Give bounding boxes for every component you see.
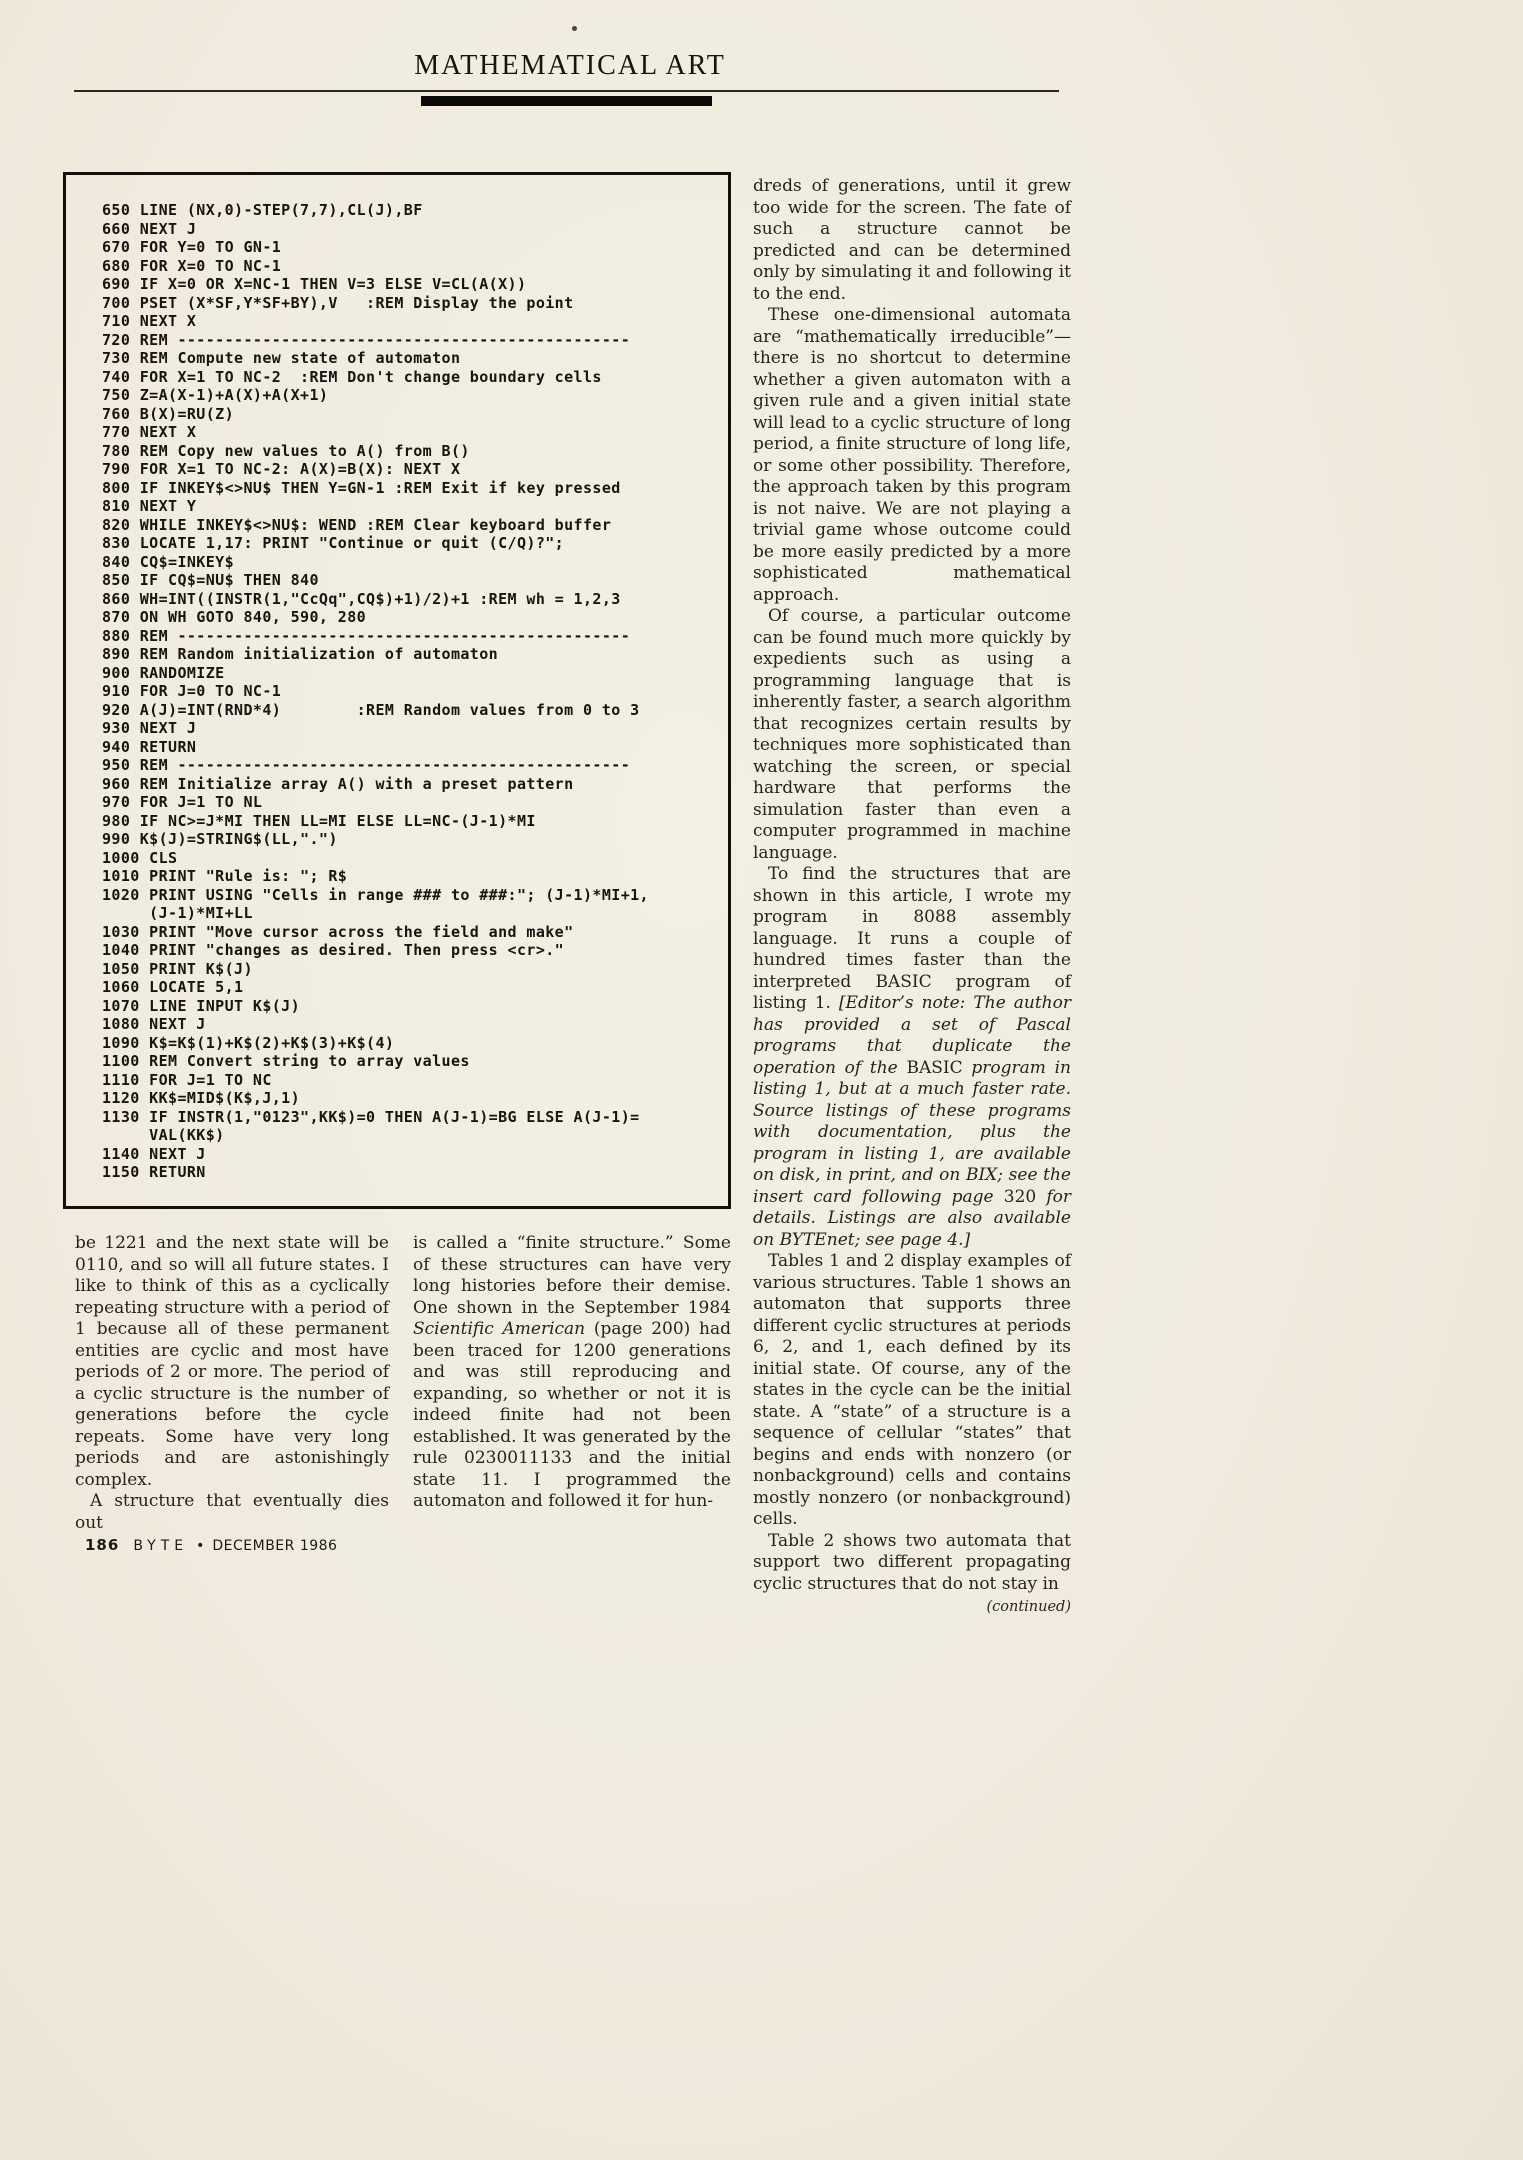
italic-text: program in listing 1, but at a much faster rate. Source listings of these programs with documentation, plus the program in listing 1, are available on disk, in print, and on BIX; see the insert card following page <box>753 1057 1071 1207</box>
italic-text: for details. Listings are also available on BYTEnet; see page 4.] <box>753 1186 1071 1250</box>
page-title: MATHEMATICAL ART <box>414 50 726 81</box>
code-line: 1020 PRINT USING "Cells in range ### to ###:"; (J-1)*MI+1, <box>102 885 649 904</box>
code-line: 650 LINE (NX,0)-STEP(7,7),CL(J),BF <box>102 201 423 219</box>
code-line: 800 IF INKEY$<>NU$ THEN Y=GN-1 :REM Exit if key pressed <box>102 478 621 497</box>
code-line: 780 REM Copy new values to A() from B() <box>102 441 470 460</box>
code-line: 760 B(X)=RU(Z) <box>102 404 235 423</box>
column-bottom-left <box>75 1233 389 1534</box>
code-line: 960 REM Initialize array A() with a preset pattern <box>102 774 574 793</box>
code-line: 980 IF NC>=J*MI THEN LL=MI ELSE LL=NC-(J-1)*MI <box>102 811 536 830</box>
paragraph <box>753 1531 1071 1596</box>
body-text: These one-dimensional automata are “mathematically irreducible”—there is no shortcut to determine whether a given automaton with a given rule and a given initial state will lead to a cyclic structure of long period, a finite structure of long life, or some other possibility. Therefore, the approach taken by this program is not naive. We are not playing a trivial game whose outcome could be more easily predicted by a more sophisticated mathematical approach. <box>753 305 1071 605</box>
paragraph <box>753 606 1071 864</box>
code-line: 1090 K$=K$(1)+K$(2)+K$(3)+K$(4) <box>102 1033 395 1052</box>
footer <box>85 1536 337 1554</box>
code-line: (J-1)*MI+LL <box>102 904 253 922</box>
code-line: 1040 PRINT "changes as desired. Then press <cr>." <box>102 941 565 959</box>
body-text: Table 2 shows two automata that support two different propagating cyclic structures that do not stay in <box>753 1530 1071 1594</box>
column-right-paragraphs <box>753 176 1071 1595</box>
code-line: 950 REM ------------------------------------------------ <box>102 756 631 774</box>
issue-date: DECEMBER 1986 <box>212 1538 338 1554</box>
body-text: Tables 1 and 2 display examples of various structures. Table 1 shows an automaton that supports three different cyclic structures at periods 6, 2, and 1, each defined by its initial state. Of course, any of the states in the cycle can be the initial state. A “state” of a structure is a sequence of cellular “states” that begins and ends with nonzero (or nonbackground) cells and contains mostly nonzero (or nonbackground) cells. <box>753 1251 1071 1529</box>
code-line: 1060 LOCATE 5,1 <box>102 978 244 996</box>
footer-bullet: • <box>196 1538 205 1554</box>
code-line: 700 PSET (X*SF,Y*SF+BY),V :REM Display the point <box>102 293 574 312</box>
code-line: 900 RANDOMIZE <box>102 663 225 682</box>
code-line: 830 LOCATE 1,17: PRINT "Continue or quit (C/Q)?"; <box>102 534 565 552</box>
paragraph <box>753 864 1071 1251</box>
paragraph <box>413 1233 731 1513</box>
body-text: is called a “finite structure.” Some of these structures can have very long histories before their demise. One shown in the September 1984 <box>413 1233 731 1318</box>
code-line: 670 FOR Y=0 TO GN-1 <box>102 238 282 256</box>
ink-speck <box>572 26 577 31</box>
body-text: Of course, a particular outcome can be found much more quickly by expedients such as using a programming language that is inherently faster, a search algorithm that recognizes certain results by techniques more sophisticated than watching the screen, or special hardware that performs the simulation faster than even a computer programmed in machine language. <box>753 606 1071 863</box>
column-bottom-middle <box>413 1233 731 1513</box>
code-line: 1050 PRINT K$(J) <box>102 959 253 978</box>
body-text: 320 <box>1003 1186 1037 1207</box>
column-bottom-left-paragraphs <box>75 1233 389 1534</box>
code-line: 1150 RETURN <box>102 1163 206 1181</box>
code-line: 730 REM Compute new state of automaton <box>102 349 461 367</box>
code-line: 1130 IF INSTR(1,"0123",KK$)=0 THEN A(J-1)=BG ELSE A(J-1)= <box>102 1107 640 1126</box>
code-line: 1140 NEXT J <box>102 1144 206 1163</box>
body-text: dreds of generations, until it grew too wide for the screen. The fate of such a structure cannot be predicted and can be determined only by simulating it and following it to the end. <box>753 176 1071 304</box>
code-line: VAL(KK$) <box>102 1126 225 1144</box>
italic-text: [Editor’s note: The author has provided a set of Pascal programs that duplicate the operation of the <box>753 993 1071 1078</box>
italic-text: Scientific American <box>413 1319 586 1339</box>
continued-label: (continued) <box>986 1599 1071 1615</box>
code-line: 970 FOR J=1 TO NL <box>102 793 263 811</box>
code-line: 660 NEXT J <box>102 219 197 238</box>
code-listing <box>66 175 728 1182</box>
body-text: To find the structures that are shown in this article, I wrote my program in 8088 assembly language. It runs a couple of hundred times faster than the interpreted BASIC program of listing 1. <box>753 864 1071 1013</box>
code-listing-box <box>63 172 731 1209</box>
code-line: 930 NEXT J <box>102 719 197 737</box>
paragraph <box>75 1491 389 1534</box>
paragraph <box>753 176 1071 305</box>
code-line: 740 FOR X=1 TO NC-2 :REM Don't change boundary cells <box>102 367 602 386</box>
code-line: 1000 CLS <box>102 848 178 867</box>
code-line: 750 Z=A(X-1)+A(X)+A(X+1) <box>102 386 329 404</box>
code-line: 890 REM Random initialization of automaton <box>102 645 499 663</box>
code-line: 1030 PRINT "Move cursor across the field and make" <box>102 922 574 941</box>
code-line: 1120 KK$=MID$(K$,J,1) <box>102 1089 301 1107</box>
paragraph <box>753 1251 1071 1531</box>
column-right <box>753 176 1071 1619</box>
code-line: 690 IF X=0 OR X=NC-1 THEN V=3 ELSE V=CL(A(X)) <box>102 275 527 293</box>
code-line: 860 WH=INT((INSTR(1,"CcQq",CQ$)+1)/2)+1 :REM wh = 1,2,3 <box>102 589 621 608</box>
code-line: 870 ON WH GOTO 840, 590, 280 <box>102 608 367 626</box>
code-line: 1080 NEXT J <box>102 1015 206 1033</box>
paragraph <box>75 1233 389 1491</box>
code-line: 770 NEXT X <box>102 423 197 441</box>
code-line: 790 FOR X=1 TO NC-2: A(X)=B(X): NEXT X <box>102 460 461 478</box>
code-line: 1110 FOR J=1 TO NC <box>102 1070 272 1089</box>
magazine-name: BYTE <box>133 1538 189 1554</box>
code-line: 710 NEXT X <box>102 312 197 330</box>
code-line: 820 WHILE INKEY$<>NU$: WEND :REM Clear keyboard buffer <box>102 515 612 534</box>
code-line: 850 IF CQ$=NU$ THEN 840 <box>102 571 319 589</box>
code-line: 920 A(J)=INT(RND*4) :REM Random values from 0 to 3 <box>102 700 640 719</box>
code-line: 1070 LINE INPUT K$(J) <box>102 996 301 1015</box>
header-bar <box>421 96 712 106</box>
body-text: BASIC <box>906 1057 963 1078</box>
page-number: 186 <box>85 1536 120 1554</box>
code-line: 680 FOR X=0 TO NC-1 <box>102 256 282 275</box>
paragraph <box>753 305 1071 606</box>
code-line: 1010 PRINT "Rule is: "; R$ <box>102 867 348 885</box>
code-line: 880 REM ------------------------------------------------ <box>102 626 631 645</box>
body-text: be 1221 and the next state will be 0110, and so will all future states. I like to think of this as a cyclically repeating structure with a period of 1 because all of these permanent entities are cyclic and most have periods of 2 or more. The period of a cyclic structure is the number of generations before the cycle repeats. Some have very long periods and are astonishingly complex. <box>75 1233 389 1490</box>
code-line: 910 FOR J=0 TO NC-1 <box>102 682 282 700</box>
code-line: 840 CQ$=INKEY$ <box>102 552 235 571</box>
code-line: 990 K$(J)=STRING$(LL,".") <box>102 830 338 848</box>
code-line: 810 NEXT Y <box>102 497 197 515</box>
column-bottom-middle-paragraphs <box>413 1233 731 1513</box>
body-text: (page 200) had been traced for 1200 generations and was still reproducing and expanding, so whether or not it is indeed finite had not been established. It was generated by the rule 0230011133 and the initial state 11. I programmed the automaton and followed it for hun- <box>413 1319 731 1511</box>
body-text: A structure that eventually dies out <box>75 1491 389 1533</box>
code-line: 1100 REM Convert string to array values <box>102 1052 470 1070</box>
code-line: 720 REM ------------------------------------------------ <box>102 330 631 349</box>
code-line: 940 RETURN <box>102 737 197 756</box>
header-rule <box>74 90 1059 92</box>
